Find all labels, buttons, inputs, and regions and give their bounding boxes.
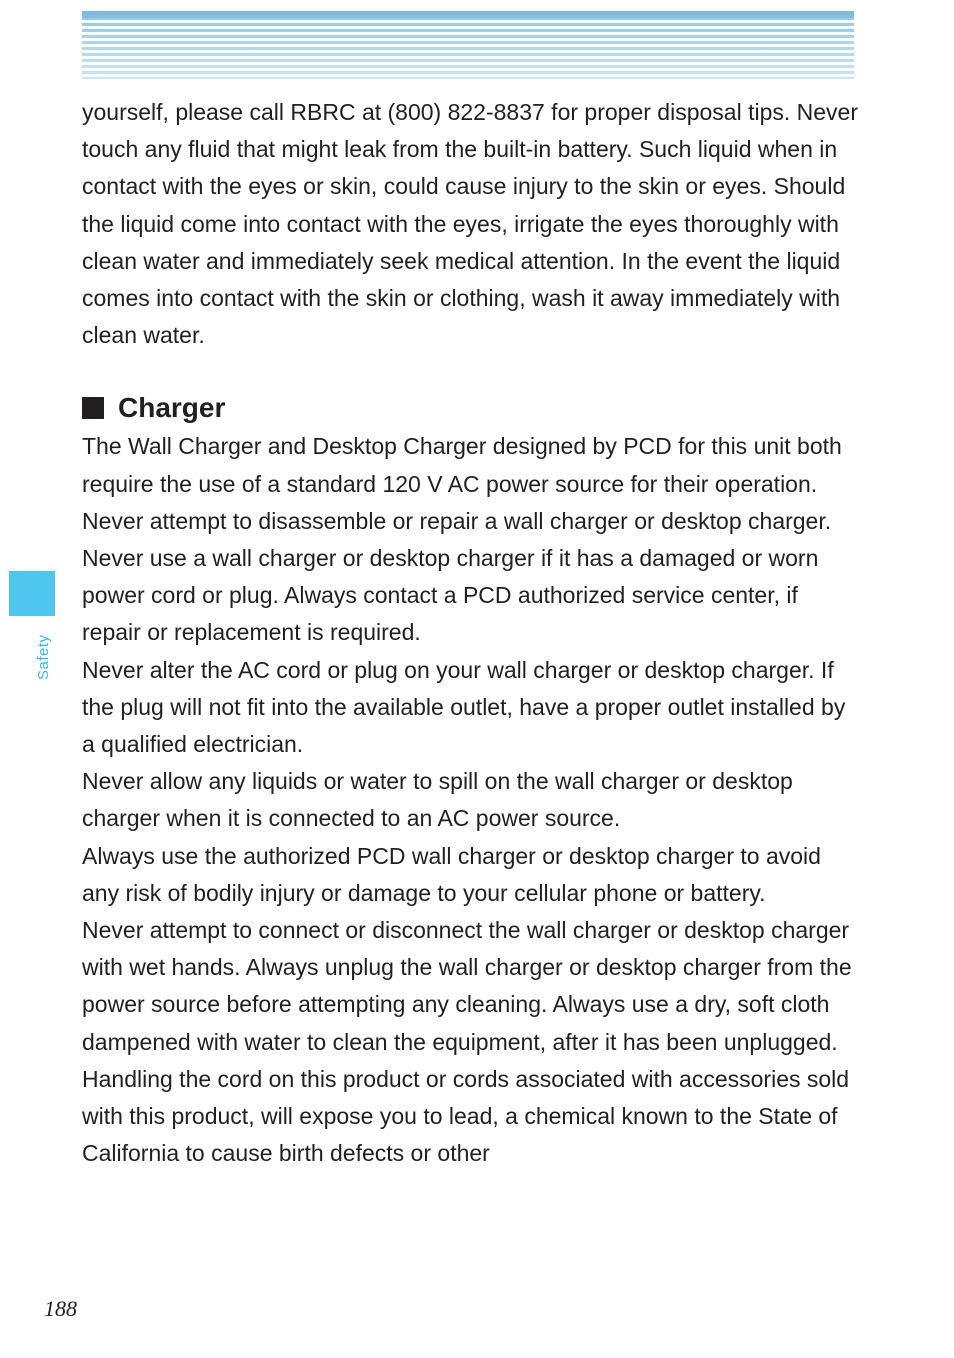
section-side-tab bbox=[9, 571, 55, 616]
header-top-bar bbox=[82, 11, 854, 18]
charger-paragraph-3: Never alter the AC cord or plug on your wall charger or desktop charger. If the plug will not fit into the available outlet, have a proper outlet installed by a qualified electrician. bbox=[82, 656, 846, 758]
charger-paragraph-5: Always use the authorized PCD wall charger or desktop charger to avoid any risk of bodily injury or damage to your cellular phone or battery. bbox=[82, 842, 821, 906]
charger-paragraph-2: Never attempt to disassemble or repair a wall charger or desktop charger. Never use a wall charger or desktop charger if it has a damaged or worn power cord or plug. Always contact a PCD authorized service center, if repair or replacement is required. bbox=[82, 507, 832, 646]
charger-paragraph-6: Never attempt to connect or disconnect the wall charger or desktop charger with wet hands. Always unplug the wall charger or desktop charger from the power source before attempting any cleaning. Always use a dry, soft cloth dampened with water to clean the equipment, after it has been unplugged. bbox=[82, 917, 852, 1055]
charger-paragraph-7: Handling the cord on this product or cords associated with accessories sold with this product, will expose you to lead, a chemical known to the State of California to cause birth defects or other bbox=[82, 1065, 850, 1167]
page-number: 188 bbox=[44, 1296, 77, 1321]
section-side-label: Safety bbox=[35, 634, 52, 680]
charger-heading bbox=[82, 388, 862, 428]
charger-paragraph-4: Never allow any liquids or water to spill on the wall charger or desktop charger when it is connected to an AC power source. bbox=[82, 768, 793, 832]
page-content bbox=[82, 94, 862, 1172]
intro-paragraph: yourself, please call RBRC at (800) 822-8837 for proper disposal tips. Never touch any fluid that might leak from the built-in battery. Such liquid when in contact with the eyes or skin, could cause injury to the skin or eyes. Should the liquid come into contact with the eyes, irrigate the eyes thoroughly with clean water and immediately seek medical attention. In the event the liquid comes into contact with the skin or clothing, wash it away immediately with clean water. bbox=[82, 99, 858, 349]
charger-paragraph-1: The Wall Charger and Desktop Charger designed by PCD for this unit both require the use of a standard 120 V AC power source for their operation. bbox=[82, 433, 842, 497]
bullet-square-icon bbox=[82, 397, 104, 419]
charger-heading-text: Charger bbox=[118, 392, 226, 424]
header-stripe-band bbox=[82, 11, 854, 79]
